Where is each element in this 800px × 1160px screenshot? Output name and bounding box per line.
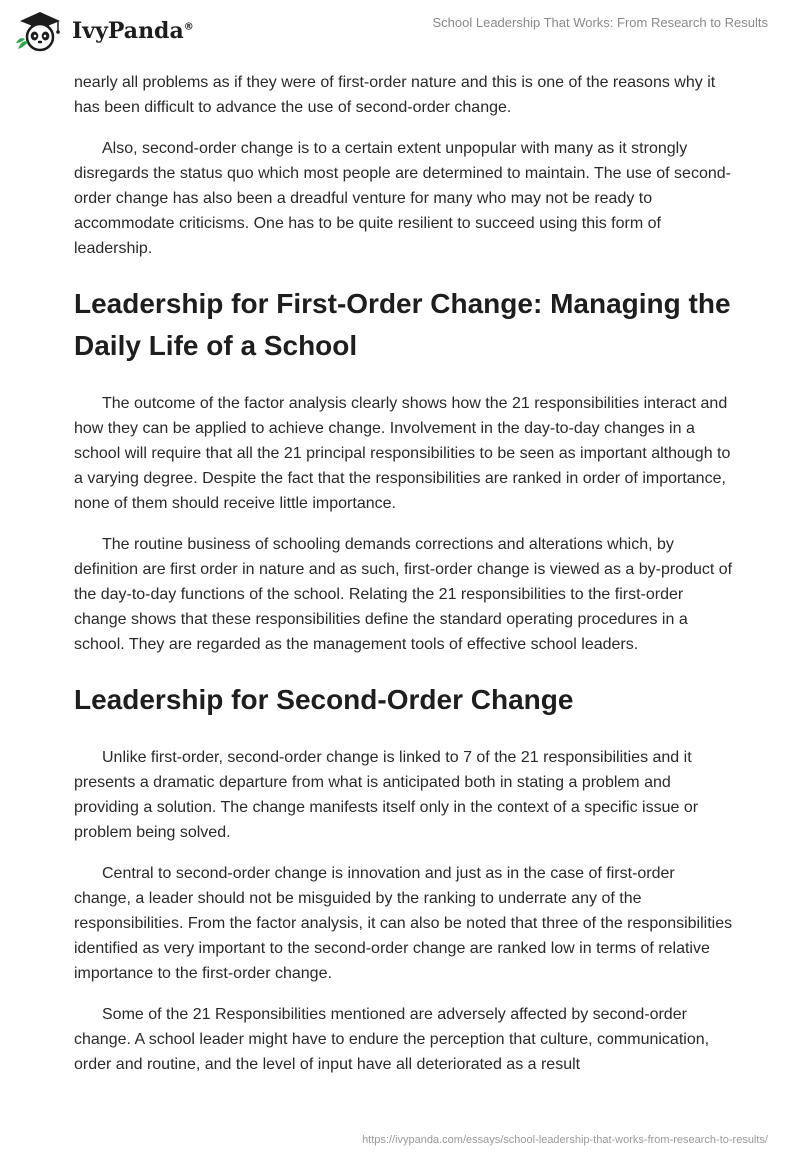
- paragraph: Some of the 21 Responsibilities mentioned are adversely affected by second-order change. A school leader might have to endure the perception that culture, communication, order and routine, and the level of input have all deteriorated as a result: [74, 1006, 710, 1073]
- source-url[interactable]: https://ivypanda.com/essays/school-leadership-that-works-from-research-to-results/: [362, 1134, 768, 1146]
- paragraph: Also, second-order change is to a certain extent unpopular with many as it strongly disregards the status quo which most people are determined to maintain. The use of second-order change has also been a dreadful venture for many who may not be ready to accommodate criticisms. One has to be quite resilient to succeed using this form of leadership.: [74, 140, 731, 257]
- paragraph: The routine business of schooling demands corrections and alterations which, by definition are first order in nature and as such, first-order change is viewed as a by-product of the day-to-day functions of the school. Relating the 21 responsibilities to the first-order change shows that these responsibilities define the standard operating procedures in a school. They are regarded as the management tools of effective school leaders.: [74, 536, 733, 653]
- panda-logo-icon: [14, 9, 66, 53]
- registered-mark: ®: [183, 21, 194, 33]
- paragraph: Central to second-order change is innovation and just as in the case of first-order change, a leader should not be misguided by the ranking to underrate any of the responsibilities. From the factor analysis, it can also be noted that three of the responsibilities identified as very important to the second-order change are ranked low in terms of relative importance to the first-order change.: [74, 865, 733, 982]
- document-title: School Leadership That Works: From Research to Results: [432, 15, 768, 30]
- paragraph-continued: nearly all problems as if they were of first-order nature and this is one of the reasons why it has been difficult to advance the use of second-order change.: [74, 74, 716, 116]
- brand-name: IvyPanda®: [72, 18, 194, 44]
- page-header: [0, 0, 800, 70]
- paragraph: The outcome of the factor analysis clearly shows how the 21 responsibilities interact and how they can be applied to achieve change. Involvement in the day-to-day changes in a school will require that all the 21 principal responsibilities to be seen as important although to a varying degree. Despite the fact that the responsibilities are ranked in order of importance, none of them should receive little importance.: [74, 395, 731, 512]
- logo[interactable]: [14, 9, 194, 53]
- section-heading-first-order: Leadership for First-Order Change: Managing the Daily Life of a School: [74, 288, 731, 361]
- essay-content: [74, 70, 734, 1093]
- section-heading-second-order: Leadership for Second-Order Change: [74, 684, 574, 715]
- paragraph: Unlike first-order, second-order change is linked to 7 of the 21 responsibilities and it presents a dramatic departure from what is anticipated both in stating a problem and providing a solution. The change manifests itself only in the context of a specific issue or problem being solved.: [74, 749, 699, 841]
